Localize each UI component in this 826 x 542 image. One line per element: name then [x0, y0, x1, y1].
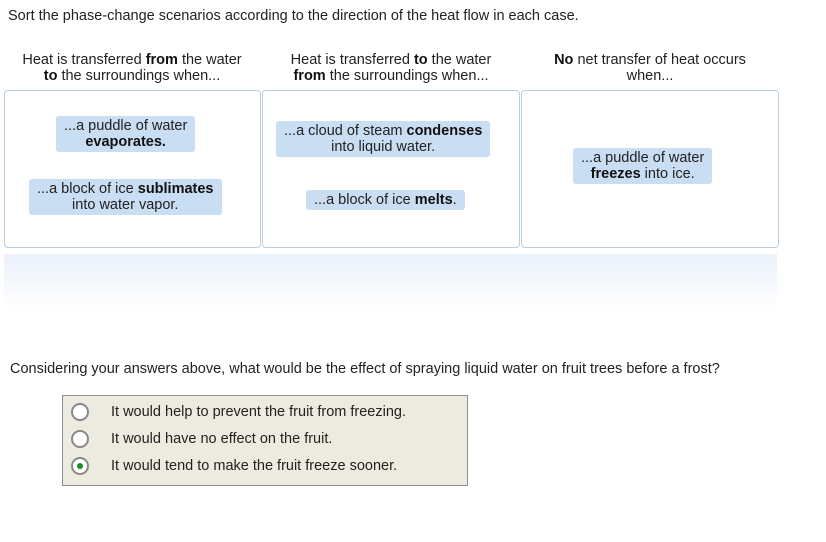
radio-button-icon[interactable]: [71, 430, 89, 448]
option-prevent-freezing[interactable]: [71, 403, 406, 421]
draggable-item[interactable]: [56, 116, 195, 152]
question-text: Considering your answers above, what would be the effect of spraying liquid water on fruit trees before a frost?: [10, 361, 720, 377]
draggable-item[interactable]: [573, 148, 712, 184]
option-label: It would help to prevent the fruit from freezing.: [111, 404, 406, 420]
header-text: Heat is transferred: [22, 52, 146, 68]
column-header-to-water: [262, 52, 520, 84]
draggable-item[interactable]: [276, 121, 490, 157]
radio-button-selected-icon[interactable]: [71, 457, 89, 475]
header-bold: to: [413, 52, 428, 68]
header-bold: from: [145, 52, 178, 68]
option-no-effect[interactable]: [71, 430, 332, 448]
item-text: ...a puddle of water: [64, 118, 188, 134]
item-bold: sublimates: [137, 181, 214, 197]
item-bold: evaporates.: [85, 134, 166, 150]
column-header-from-water: [4, 52, 260, 84]
item-text: ...a block of ice: [314, 192, 415, 208]
item-text: ...a cloud of steam: [284, 123, 407, 139]
header-text: net transfer of heat occurs: [573, 52, 746, 68]
item-bold: condenses: [406, 123, 483, 139]
item-text: .: [452, 192, 457, 208]
header-bold: No: [554, 52, 574, 68]
item-text: into ice.: [640, 166, 695, 182]
item-text: into liquid water.: [331, 139, 436, 155]
header-text: the water: [427, 52, 492, 68]
radio-button-icon[interactable]: [71, 403, 89, 421]
option-label: It would tend to make the fruit freeze sooner.: [111, 458, 398, 474]
header-text: when...: [626, 68, 674, 84]
header-text: the water: [177, 52, 242, 68]
drop-column-from-water[interactable]: [4, 90, 261, 248]
item-text: ...a puddle of water: [581, 150, 705, 166]
unsorted-items-area[interactable]: [4, 254, 777, 310]
header-text: Heat is transferred: [290, 52, 414, 68]
option-freeze-sooner[interactable]: [71, 457, 397, 475]
header-bold: to: [43, 68, 58, 84]
draggable-item[interactable]: [306, 190, 465, 210]
item-text: ...a block of ice: [37, 181, 138, 197]
answer-options: [62, 395, 468, 486]
header-text: the surroundings when...: [325, 68, 489, 84]
item-text: into water vapor.: [72, 197, 179, 213]
draggable-item[interactable]: [29, 179, 222, 215]
option-label: It would have no effect on the fruit.: [111, 431, 333, 447]
header-bold: from: [293, 68, 326, 84]
drop-column-to-water[interactable]: [262, 90, 520, 248]
header-text: the surroundings when...: [57, 68, 221, 84]
item-bold: melts: [414, 192, 453, 208]
column-header-no-transfer: [521, 52, 779, 84]
instruction-text: Sort the phase-change scenarios according to the direction of the heat flow in each case.: [8, 8, 579, 24]
item-bold: freezes: [590, 166, 641, 182]
